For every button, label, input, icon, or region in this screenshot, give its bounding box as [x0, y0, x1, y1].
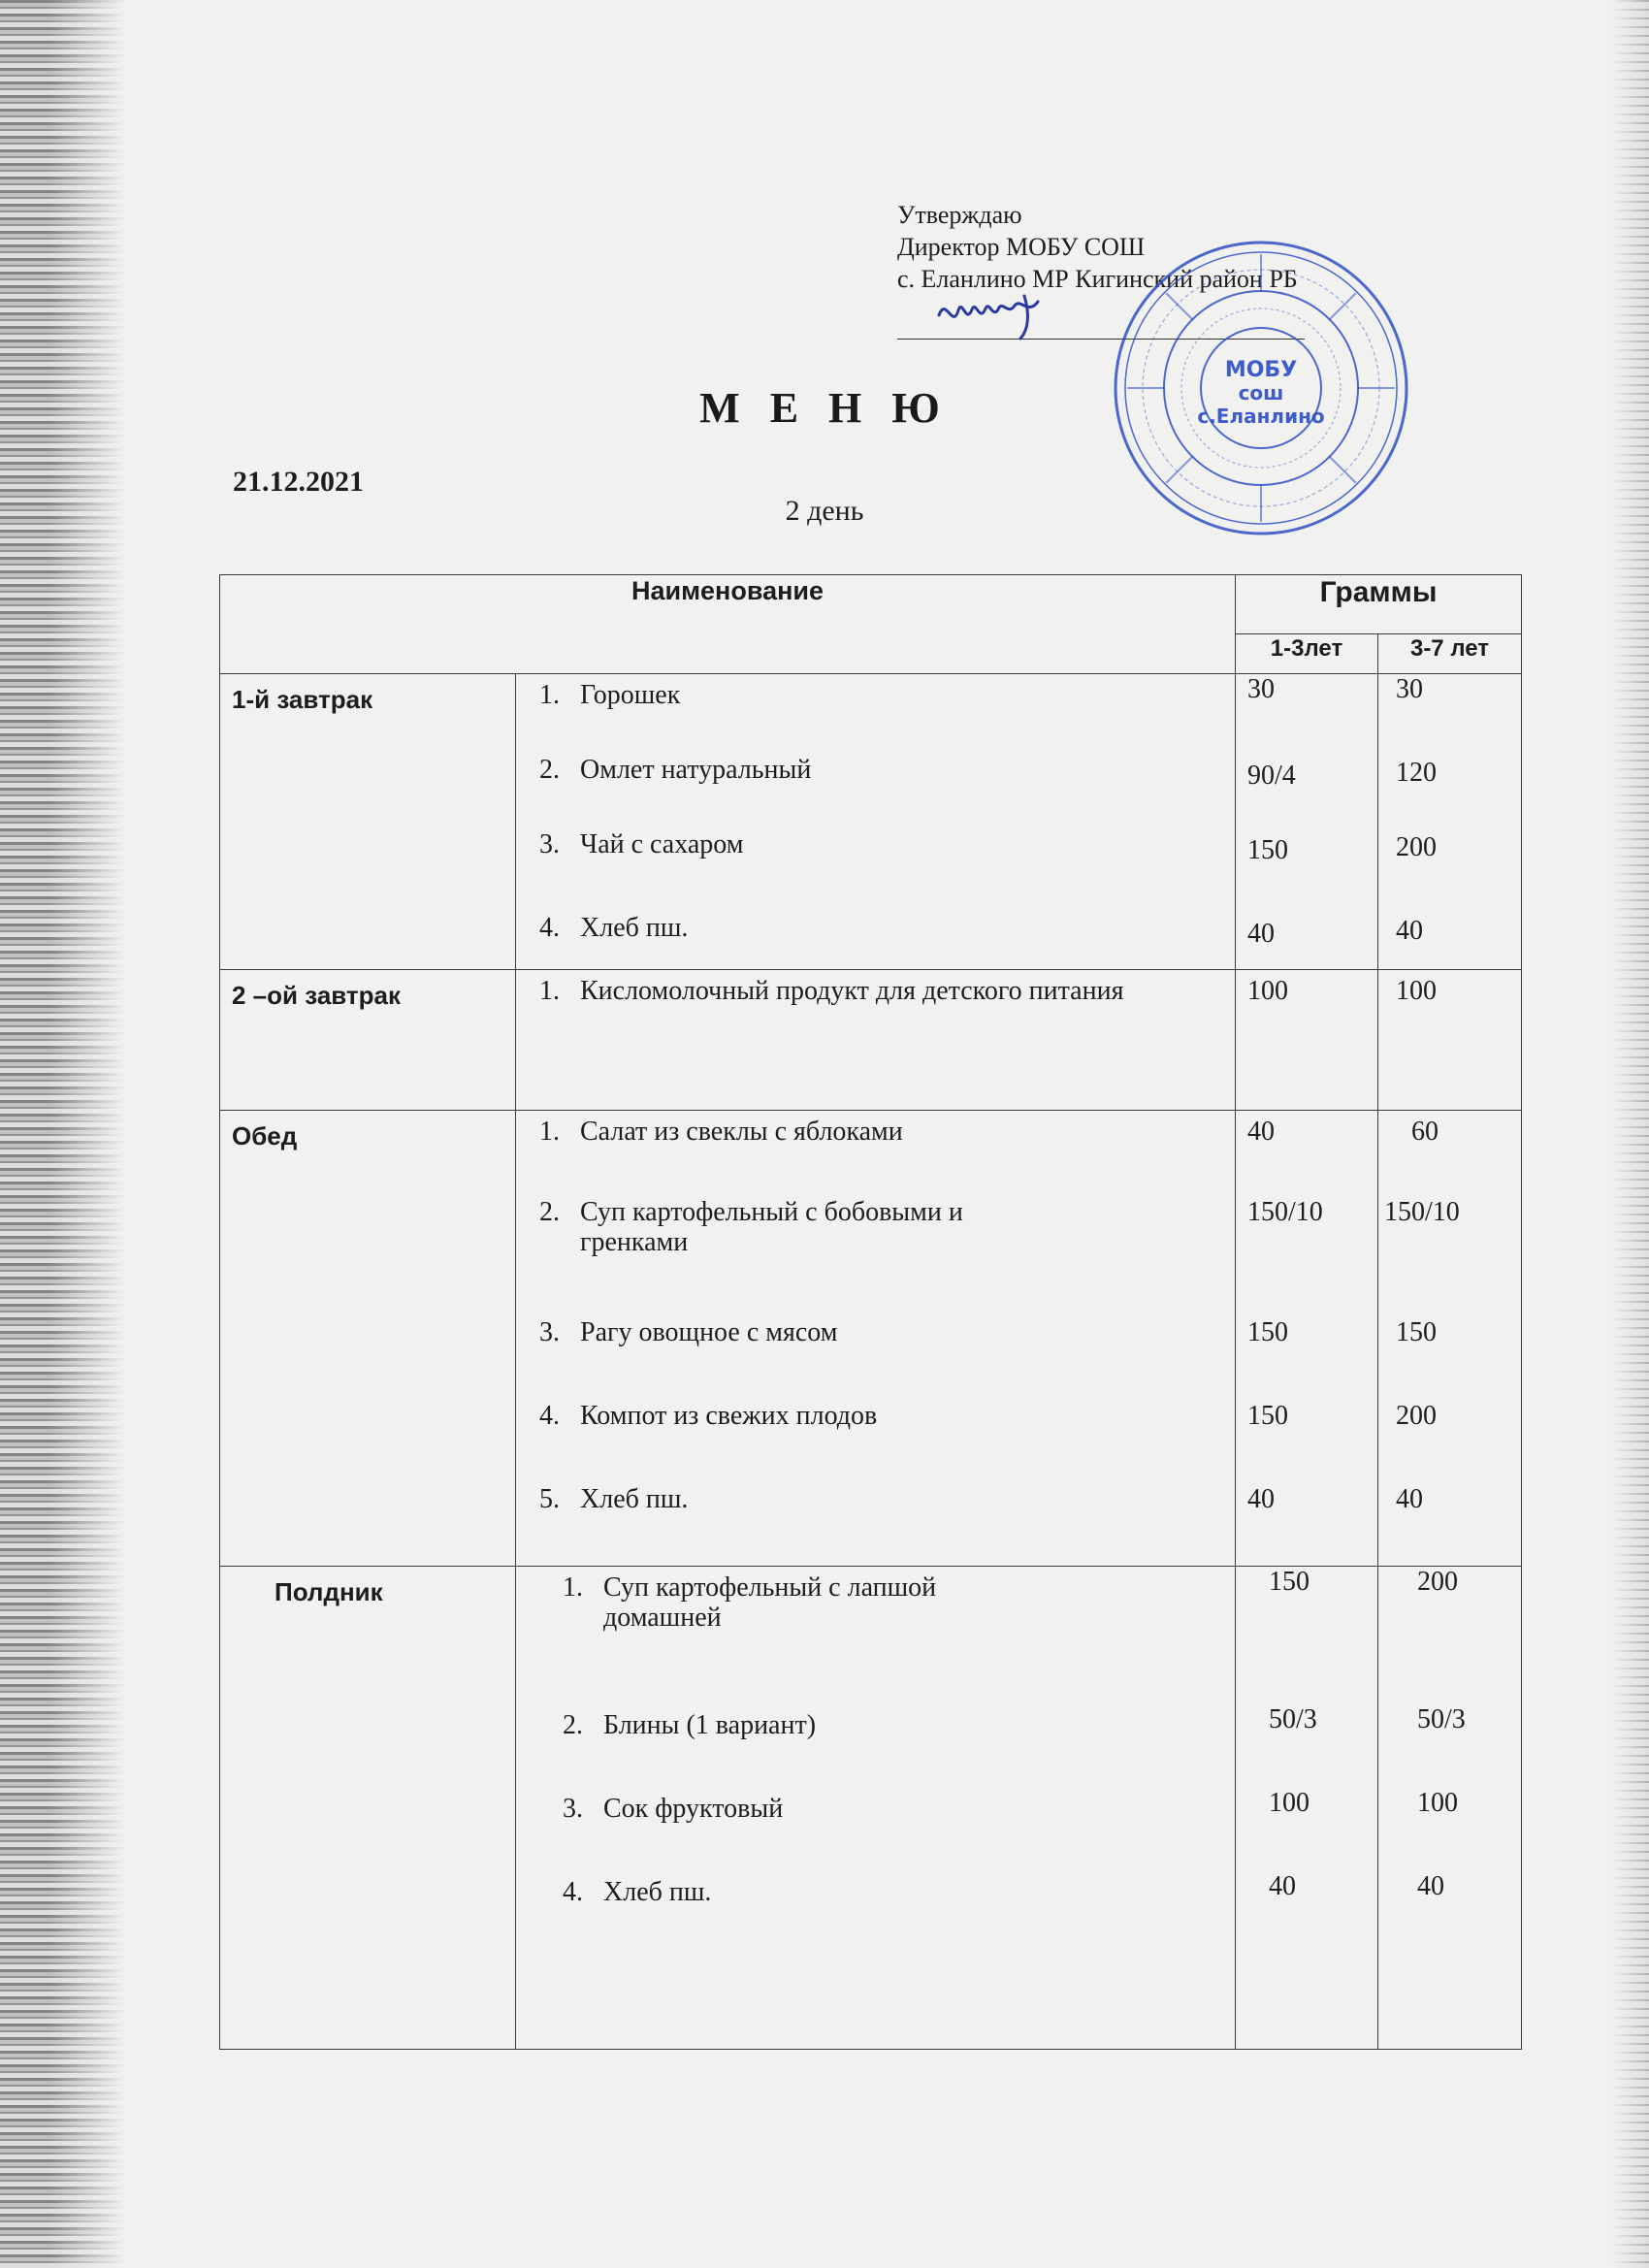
grams-value: 90/4: [1247, 761, 1296, 791]
grams-value: 60: [1411, 1117, 1439, 1147]
dish-name: Салат из свеклы с яблоками: [580, 1117, 903, 1147]
stamp-center-line-3: с.Еланлино: [1197, 405, 1325, 428]
grams-value: 100: [1396, 976, 1437, 1006]
dish-list: [516, 970, 1236, 1111]
dish-item: [539, 1401, 1225, 1431]
dish-number: 1.: [539, 1117, 560, 1147]
dish-number: 2.: [563, 1710, 583, 1740]
dish-name: Суп картофельный с лапшой домашней: [603, 1572, 937, 1633]
meal-row-lunch: [220, 1111, 1522, 1567]
dish-number: 2.: [539, 1197, 560, 1227]
meal-name: 2 –ой завтрак: [220, 970, 516, 1111]
scan-edge-artifact-right: [1610, 0, 1649, 2268]
grams-value: 30: [1247, 674, 1275, 704]
meal-row-breakfast-1: [220, 674, 1522, 970]
dish-number: 3.: [539, 829, 560, 859]
dish-name: Чай с сахаром: [580, 829, 744, 859]
grams-value: 150: [1396, 1317, 1437, 1347]
dish-number: 3.: [563, 1794, 583, 1824]
grams-1-3-column: [1236, 1567, 1378, 2050]
header-age-1-3: 1-3лет: [1236, 634, 1378, 674]
dish-item: [539, 1197, 1225, 1257]
grams-1-3-column: [1236, 970, 1378, 1111]
grams-3-7-column: [1378, 970, 1522, 1111]
meal-row-breakfast-2: [220, 970, 1522, 1111]
grams-3-7-column: [1378, 1567, 1522, 2050]
dish-name: Хлеб пш.: [580, 1484, 689, 1514]
scan-edge-artifact-left: [0, 0, 126, 2268]
grams-value: 40: [1269, 1871, 1296, 1901]
dish-name: Кисломолочный продукт для детского питания: [580, 976, 1124, 1006]
dish-name: Омлет натуральный: [580, 755, 812, 785]
stamp-center-line-2: сош: [1238, 381, 1284, 405]
header-grams: Граммы: [1236, 575, 1522, 634]
dish-item: [539, 680, 1225, 710]
grams-value: 120: [1396, 758, 1437, 788]
grams-value: 150: [1247, 835, 1288, 865]
dish-list: [516, 674, 1236, 970]
handwritten-signature: [931, 276, 1057, 344]
grams-value: 150: [1247, 1401, 1288, 1431]
header-name: Наименование: [220, 575, 1236, 674]
dish-list: [516, 1111, 1236, 1567]
grams-3-7-column: [1378, 1111, 1522, 1567]
menu-table: [219, 574, 1522, 2050]
dish-name: Сок фруктовый: [603, 1794, 784, 1824]
grams-value: 100: [1417, 1788, 1458, 1818]
dish-item: [539, 1317, 1225, 1347]
meal-name: Полдник: [220, 1567, 516, 2050]
grams-value: 50/3: [1269, 1704, 1317, 1734]
grams-value: 50/3: [1417, 1704, 1466, 1734]
document-title: М Е Н Ю: [699, 384, 950, 432]
approval-line-3: с. Еланлино МР Кигинский район РБ: [897, 265, 1298, 293]
dish-name: Хлеб пш.: [603, 1877, 712, 1907]
dish-name: Рагу овощное с мясом: [580, 1317, 838, 1347]
document-date: 21.12.2021: [233, 466, 364, 498]
dish-item: [563, 1710, 1225, 1740]
grams-value: 150: [1269, 1567, 1310, 1597]
stamp-center-line-1: МОБУ: [1224, 358, 1298, 382]
grams-value: 100: [1269, 1788, 1310, 1818]
dish-number: 3.: [539, 1317, 560, 1347]
grams-3-7-column: [1378, 674, 1522, 970]
grams-value: 30: [1396, 674, 1423, 704]
approval-line-1: Утверждаю: [897, 201, 1022, 229]
grams-value: 40: [1396, 916, 1423, 946]
grams-1-3-column: [1236, 674, 1378, 970]
grams-value: 40: [1396, 1484, 1423, 1514]
dish-item: [539, 1484, 1225, 1514]
grams-value: 200: [1396, 1401, 1437, 1431]
dish-name: Блины (1 вариант): [603, 1710, 817, 1740]
dish-name: Хлеб пш.: [580, 913, 689, 943]
dish-name: Суп картофельный с бобовыми и гренками: [580, 1197, 963, 1257]
dish-number: 5.: [539, 1484, 560, 1514]
dish-number: 1.: [539, 680, 560, 710]
dish-item: [539, 913, 1225, 943]
dish-name: Горошек: [580, 680, 681, 710]
meal-name: 1-й завтрак: [220, 674, 516, 970]
grams-1-3-column: [1236, 1111, 1378, 1567]
dish-name: Компот из свежих плодов: [580, 1401, 878, 1431]
dish-item: [539, 755, 1225, 785]
dish-number: 4.: [539, 1401, 560, 1431]
grams-value: 150: [1247, 1317, 1288, 1347]
grams-value: 200: [1417, 1567, 1458, 1597]
dish-number: 4.: [539, 913, 560, 943]
approval-line-2: Директор МОБУ СОШ: [897, 233, 1146, 261]
grams-value: 40: [1247, 1484, 1275, 1514]
dish-item: [539, 976, 1225, 1006]
grams-value: 40: [1247, 1117, 1275, 1147]
header-age-3-7: 3-7 лет: [1378, 634, 1522, 674]
meal-name: Обед: [220, 1111, 516, 1567]
grams-value: 40: [1417, 1871, 1444, 1901]
dish-number: 1.: [539, 976, 560, 1006]
dish-number: 4.: [563, 1877, 583, 1907]
grams-value: 100: [1247, 976, 1288, 1006]
meal-row-afternoon-snack: [220, 1567, 1522, 2050]
dish-item: [563, 1877, 1225, 1907]
grams-value: 150/10: [1247, 1197, 1323, 1227]
dish-item: [563, 1794, 1225, 1824]
document-day: 2 день: [785, 495, 864, 527]
dish-list: [516, 1567, 1236, 2050]
grams-value: 150/10: [1384, 1197, 1460, 1227]
grams-value: 200: [1396, 832, 1437, 862]
dish-item: [539, 829, 1225, 859]
dish-item: [539, 1117, 1225, 1147]
dish-number: 1.: [563, 1572, 583, 1603]
dish-number: 2.: [539, 755, 560, 785]
grams-value: 40: [1247, 919, 1275, 949]
dish-item: [563, 1572, 1225, 1633]
